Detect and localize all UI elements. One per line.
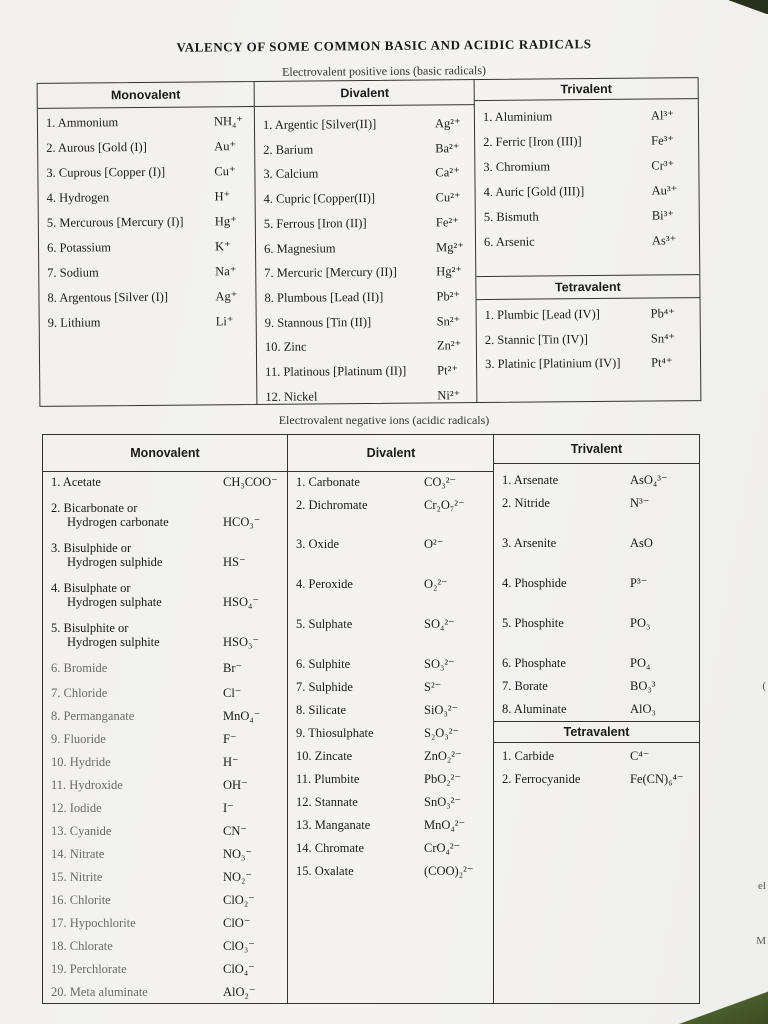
ion-name: 5. Phosphite xyxy=(502,616,564,630)
ion-name: 1. Acetate xyxy=(51,475,101,489)
ion-symbol: Fe(CN)₆⁴⁻ xyxy=(630,772,684,786)
ion-name: 5. Ferrous [Iron (II)] xyxy=(263,215,367,231)
ion-symbol: Hg²⁺ xyxy=(436,264,462,279)
list-item xyxy=(39,239,255,255)
ion-symbol: P³⁻ xyxy=(630,576,648,590)
ion-name: 8. Aluminate xyxy=(502,702,567,716)
page-title: VALENCY OF SOME COMMON BASIC AND ACIDIC RADICALS xyxy=(176,36,592,55)
ion-name: 9. Thiosulphate xyxy=(296,726,374,740)
ion-name: 3. Arsenite xyxy=(502,536,557,550)
ion-symbol: N³⁻ xyxy=(630,496,650,510)
ion-symbol: CO₃²⁻ xyxy=(424,475,457,489)
ion-symbol: OH⁻ xyxy=(223,778,248,792)
ion-name: 8. Permanganate xyxy=(51,709,135,723)
list-item xyxy=(255,116,475,132)
ion-name: 4. Auric [Gold (III)] xyxy=(483,184,585,199)
ion-name: 11. Hydroxide xyxy=(51,778,123,792)
ion-name xyxy=(51,501,169,529)
ion-name: 6. Potassium xyxy=(46,240,112,255)
ion-name: 10. Zinc xyxy=(264,339,307,355)
ion-symbol: HSO₄⁻ xyxy=(223,595,259,609)
list-item xyxy=(39,264,255,280)
ion-symbol: H⁻ xyxy=(223,755,239,769)
column-header: Divalent xyxy=(255,80,475,107)
ion-name: 1. Plumbic [Lead (IV)] xyxy=(484,306,600,322)
negative-divalent-column xyxy=(287,435,494,1003)
ion-symbol: Ba²⁺ xyxy=(435,140,460,156)
ion-symbol: Cr₂O₇²⁻ xyxy=(424,498,465,512)
ion-name: 8. Plumbous [Lead (II)] xyxy=(264,289,384,305)
ion-name-line: 4. Bisulphate or xyxy=(51,581,131,595)
list-item xyxy=(476,208,699,224)
ion-symbol: CH₃COO⁻ xyxy=(223,475,278,489)
ion-name: 12. Iodide xyxy=(51,801,102,815)
tetravalent-header: Tetravalent xyxy=(476,274,699,300)
ion-name: 11. Platinous [Platinum (II)] xyxy=(265,363,407,379)
ion-symbol: NO₃⁻ xyxy=(223,847,253,861)
list-item xyxy=(256,264,476,281)
ion-name: 15. Oxalate xyxy=(296,864,354,878)
ion-symbol: Br⁻ xyxy=(223,661,243,675)
ion-name: 4. Cupric [Copper(II)] xyxy=(263,191,376,207)
ion-name-line: 5. Bisulphite or xyxy=(51,621,129,635)
ion-symbol: Hg⁺ xyxy=(214,214,237,229)
ion-name: 9. Fluoride xyxy=(51,732,106,746)
list-item xyxy=(256,239,476,256)
ion-name: 3. Oxide xyxy=(296,537,340,551)
ion-symbol: ClO⁻ xyxy=(223,916,251,930)
ion-symbol: ClO₃⁻ xyxy=(223,939,255,953)
ion-name: 7. Borate xyxy=(502,679,548,693)
ion-name: 4. Hydrogen xyxy=(46,190,110,205)
ion-name: 8. Argentous [Silver (I)] xyxy=(47,289,169,305)
positive-trivalent-column xyxy=(474,78,701,402)
ion-name: 2. Nitride xyxy=(502,496,550,510)
ion-symbol: HCO₃⁻ xyxy=(223,515,261,529)
list-item xyxy=(39,214,255,230)
ion-symbol: SO₃²⁻ xyxy=(424,657,455,671)
ion-symbol: O₂²⁻ xyxy=(424,577,448,591)
ion-name-line: 2. Bicarbonate or xyxy=(51,501,138,515)
ion-name: 2. Ferrocyanide xyxy=(502,772,581,786)
ion-name: 1. Argentic [Silver(II)] xyxy=(262,116,377,132)
ion-name: 7. Mercuric [Mercury (II)] xyxy=(264,264,397,281)
negative-ions-table xyxy=(42,434,700,1004)
ion-symbol: Na⁺ xyxy=(215,264,237,279)
ion-name: 5. Bismuth xyxy=(483,209,539,224)
list-item xyxy=(476,183,699,199)
positive-ions-table xyxy=(37,77,702,407)
ion-symbol: PbO₂²⁻ xyxy=(424,772,461,786)
ion-name: 13. Manganate xyxy=(296,818,371,832)
ion-symbol: AlO₂⁻ xyxy=(223,985,256,999)
ion-name-line: Hydrogen carbonate xyxy=(67,515,169,529)
ion-symbol: Zn²⁺ xyxy=(436,338,462,353)
list-item xyxy=(39,189,255,205)
ion-name: 4. Phosphide xyxy=(502,576,567,590)
ion-symbol: CN⁻ xyxy=(223,824,247,838)
ion-name: 12. Nickel xyxy=(265,389,318,404)
ion-name: 18. Chlorate xyxy=(51,939,113,953)
ion-name: 17. Hypochlorite xyxy=(51,916,136,930)
ion-name: 1. Ammonium xyxy=(45,115,119,130)
ion-symbol: Fe³⁺ xyxy=(651,133,675,148)
ion-name: 10. Hydride xyxy=(51,755,111,769)
ion-name: 9. Lithium xyxy=(47,315,101,330)
ion-name-line: Hydrogen sulphite xyxy=(67,635,160,649)
ion-symbol: BO₃³ xyxy=(630,679,656,693)
column-header: Monovalent xyxy=(38,82,254,109)
ion-symbol: HSO₃⁻ xyxy=(223,635,259,649)
ion-symbol: Sn²⁺ xyxy=(436,313,461,329)
edge-fragment: el xyxy=(758,880,766,892)
ion-symbol: ZnO₂²⁻ xyxy=(424,749,462,763)
ion-name: 7. Sulphide xyxy=(296,680,353,694)
ion-name: 2. Barium xyxy=(263,142,314,157)
list-item xyxy=(256,215,476,231)
ion-name: 3. Cuprous [Copper (I)] xyxy=(46,164,166,180)
ion-symbol: S₂O₃²⁻ xyxy=(424,726,460,740)
ion-name: 1. Aluminium xyxy=(482,109,553,125)
ion-symbol: Sn⁴⁺ xyxy=(650,330,676,346)
ion-name: 19. Perchlorate xyxy=(51,962,127,976)
negative-ions-subtitle: Electrovalent negative ions (acidic radicals) xyxy=(278,413,490,427)
ion-name: 6. Bromide xyxy=(51,661,108,675)
list-item xyxy=(40,314,256,330)
ion-symbol: Ag⁺ xyxy=(215,289,238,304)
list-item xyxy=(475,133,698,149)
ion-symbol: Cr³⁺ xyxy=(651,158,675,173)
ion-name xyxy=(51,621,160,649)
ion-name-line: 3. Bisulphide or xyxy=(51,541,132,555)
ion-name: 14. Nitrate xyxy=(51,847,105,861)
ion-name: 3. Platinic [Platinium (IV)] xyxy=(485,355,621,371)
ion-name: 6. Phosphate xyxy=(502,656,566,670)
background-corner xyxy=(708,0,768,14)
ion-name xyxy=(51,581,162,609)
ion-symbol: As³⁺ xyxy=(651,233,677,248)
ion-symbol: Pt⁴⁺ xyxy=(651,355,673,370)
column-header: Monovalent xyxy=(43,435,287,472)
ion-name xyxy=(51,541,162,569)
ion-name: 7. Sodium xyxy=(47,265,99,280)
ion-symbol: H⁺ xyxy=(214,189,231,204)
ion-symbol: Cu²⁺ xyxy=(435,190,461,205)
ion-name: 13. Cyanide xyxy=(51,824,112,838)
ion-symbol: Pt²⁺ xyxy=(437,363,458,378)
ion-name: 14. Chromate xyxy=(296,841,365,855)
ion-symbol: PO₃ xyxy=(630,616,651,630)
list-item xyxy=(38,139,254,155)
list-item xyxy=(255,140,475,157)
ion-symbol: SO₄²⁻ xyxy=(424,617,455,631)
list-item xyxy=(475,158,698,174)
edge-fragment: ( xyxy=(762,680,766,692)
list-item xyxy=(477,330,700,347)
ion-symbol: Li⁺ xyxy=(215,314,234,329)
list-item xyxy=(256,289,476,305)
ion-symbol: Bi³⁺ xyxy=(651,208,674,223)
ion-name: 11. Plumbite xyxy=(296,772,360,786)
ion-symbol: (COO)₂²⁻ xyxy=(424,864,474,878)
list-item xyxy=(255,165,475,182)
column-header: Trivalent xyxy=(475,78,698,101)
ion-name: 1. Carbonate xyxy=(296,475,360,489)
ion-name: 2. Dichromate xyxy=(296,498,368,512)
ion-symbol: Al³⁺ xyxy=(650,108,674,123)
ion-symbol: I⁻ xyxy=(223,801,234,815)
ion-symbol: Pb²⁺ xyxy=(436,289,461,304)
ion-symbol: SnO₃²⁻ xyxy=(424,795,461,809)
ion-symbol: Cu⁺ xyxy=(214,164,236,179)
ion-name: 2. Stannic [Tin (IV)] xyxy=(484,331,588,347)
ion-name: 6. Arsenic xyxy=(483,234,535,249)
negative-monovalent-column xyxy=(43,435,287,1003)
ion-symbol: Au⁺ xyxy=(214,139,237,154)
list-item xyxy=(257,338,477,355)
ion-symbol: ClO₄⁻ xyxy=(223,962,255,976)
ion-symbol: CrO₄²⁻ xyxy=(424,841,461,855)
ion-symbol: MnO₄⁻ xyxy=(223,709,261,723)
ion-symbol: F⁻ xyxy=(223,732,237,746)
ion-name-line: Hydrogen sulphate xyxy=(67,595,162,609)
ion-symbol: SiO₃²⁻ xyxy=(424,703,459,717)
ion-symbol: K⁺ xyxy=(214,239,231,254)
ion-name: 16. Chlorite xyxy=(51,893,111,907)
ion-symbol: S²⁻ xyxy=(424,680,442,694)
ion-symbol: PO₄ xyxy=(630,656,651,670)
ion-name-line: Hydrogen sulphide xyxy=(67,555,163,569)
ion-name: 3. Chromium xyxy=(483,159,551,174)
list-item xyxy=(257,387,477,404)
positive-ions-subtitle: Electrovalent positive ions (basic radicals) xyxy=(281,63,487,79)
ion-name: 6. Magnesium xyxy=(263,240,336,256)
ion-name: 20. Meta aluminate xyxy=(51,985,148,999)
ion-symbol: NO₂⁻ xyxy=(223,870,253,884)
ion-name: 15. Nitrite xyxy=(51,870,103,884)
list-item xyxy=(257,363,477,379)
ion-symbol: Fe²⁺ xyxy=(435,215,459,230)
ion-symbol: Cl⁻ xyxy=(223,686,242,700)
positive-divalent-column xyxy=(254,80,478,404)
list-item xyxy=(39,289,255,305)
positive-monovalent-column xyxy=(38,82,257,406)
ion-symbol: AsO₄³⁻ xyxy=(630,473,668,487)
ion-symbol: AsO xyxy=(630,536,653,550)
negative-trivalent-column xyxy=(493,435,699,1003)
ion-symbol: C⁴⁻ xyxy=(630,749,650,763)
ion-symbol: AlO₃ xyxy=(630,702,656,716)
list-item xyxy=(256,190,476,207)
ion-name: 4. Peroxide xyxy=(296,577,353,591)
ion-symbol: HS⁻ xyxy=(223,555,246,569)
ion-name: 8. Silicate xyxy=(296,703,346,717)
ion-symbol: Pb⁴⁺ xyxy=(650,306,675,321)
column-header: Divalent xyxy=(288,435,494,472)
ion-name: 12. Stannate xyxy=(296,795,358,809)
ion-symbol: MnO₄²⁻ xyxy=(424,818,466,832)
column-header: Trivalent xyxy=(494,435,699,464)
list-item xyxy=(38,114,254,130)
ion-name: 3. Calcium xyxy=(263,166,319,182)
list-item xyxy=(477,355,700,371)
ion-name: 5. Mercurous [Mercury (I)] xyxy=(46,214,184,230)
ion-symbol: Mg²⁺ xyxy=(435,239,464,254)
ion-name: 10. Zincate xyxy=(296,749,353,763)
tetravalent-header: Tetravalent xyxy=(494,721,699,743)
ion-symbol: NH₄⁺ xyxy=(213,114,244,129)
ion-name: 6. Sulphite xyxy=(296,657,351,671)
ion-symbol: Ni²⁺ xyxy=(437,387,461,403)
ion-name: 1. Arsenate xyxy=(502,473,559,487)
ion-name: 1. Carbide xyxy=(502,749,555,763)
ion-symbol: O²⁻ xyxy=(424,537,444,551)
ion-name: 2. Aurous [Gold (I)] xyxy=(46,139,147,155)
ion-name: 5. Sulphate xyxy=(296,617,353,631)
list-item xyxy=(38,164,254,180)
ion-name: 9. Stannous [Tin (II)] xyxy=(264,314,372,330)
list-item xyxy=(477,306,700,322)
ion-symbol: Au³⁺ xyxy=(651,183,678,198)
ion-symbol: Ca²⁺ xyxy=(435,165,460,180)
list-item xyxy=(476,233,699,249)
edge-fragment: M xyxy=(756,935,766,947)
list-item xyxy=(475,108,698,125)
ion-symbol: ClO₂⁻ xyxy=(223,893,255,907)
ion-name: 7. Chloride xyxy=(51,686,108,700)
ion-symbol: Ag²⁺ xyxy=(434,116,461,131)
ion-name: 2. Ferric [Iron (III)] xyxy=(483,134,582,149)
list-item xyxy=(257,313,477,330)
